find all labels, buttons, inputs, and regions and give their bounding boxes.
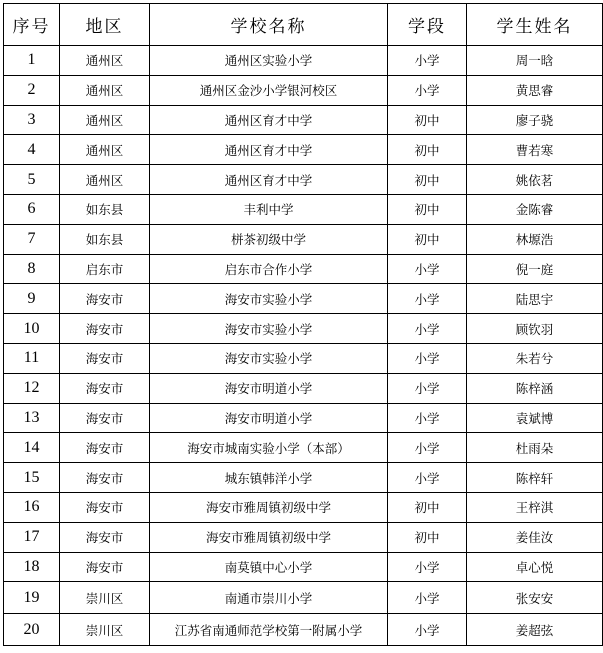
cell-region: 海安市 <box>60 463 150 493</box>
cell-school-name: 通州区育才中学 <box>150 135 388 165</box>
cell-school-stage: 初中 <box>388 105 467 135</box>
cell-student-name: 杜雨朵 <box>467 433 603 463</box>
cell-student-name: 陈梓轩 <box>467 463 603 493</box>
cell-school-stage: 小学 <box>388 614 467 646</box>
table-row <box>4 135 603 165</box>
cell-school-name: 城东镇韩洋小学 <box>150 463 388 493</box>
cell-serial-number: 11 <box>4 343 60 373</box>
cell-student-name: 王梓淇 <box>467 492 603 522</box>
cell-region: 海安市 <box>60 343 150 373</box>
cell-serial-number: 12 <box>4 373 60 403</box>
cell-region: 海安市 <box>60 284 150 314</box>
cell-school-stage: 小学 <box>388 254 467 284</box>
table-row <box>4 614 603 646</box>
cell-student-name: 陈梓涵 <box>467 373 603 403</box>
cell-serial-number: 18 <box>4 552 60 582</box>
cell-region: 崇川区 <box>60 582 150 614</box>
cell-school-stage: 小学 <box>388 343 467 373</box>
cell-school-name: 海安市实验小学 <box>150 314 388 344</box>
cell-school-stage: 小学 <box>388 46 467 76</box>
cell-school-name: 海安市雅周镇初级中学 <box>150 492 388 522</box>
cell-student-name: 张安安 <box>467 582 603 614</box>
cell-school-stage: 初中 <box>388 522 467 552</box>
cell-school-stage: 小学 <box>388 582 467 614</box>
table-row <box>4 75 603 105</box>
table-row <box>4 552 603 582</box>
cell-student-name: 姜超弦 <box>467 614 603 646</box>
table-row <box>4 194 603 224</box>
cell-region: 通州区 <box>60 105 150 135</box>
cell-student-name: 卓心悦 <box>467 552 603 582</box>
cell-serial-number: 15 <box>4 463 60 493</box>
cell-student-name: 姚依茗 <box>467 165 603 195</box>
header-region: 地区 <box>60 4 150 46</box>
table-header-row <box>4 4 603 46</box>
cell-school-stage: 小学 <box>388 373 467 403</box>
cell-serial-number: 5 <box>4 165 60 195</box>
cell-school-stage: 初中 <box>388 224 467 254</box>
cell-serial-number: 17 <box>4 522 60 552</box>
cell-school-name: 南通市崇川小学 <box>150 582 388 614</box>
cell-region: 崇川区 <box>60 614 150 646</box>
cell-region: 通州区 <box>60 46 150 76</box>
cell-school-name: 海安市雅周镇初级中学 <box>150 522 388 552</box>
table-row <box>4 463 603 493</box>
table-row <box>4 46 603 76</box>
cell-school-stage: 小学 <box>388 552 467 582</box>
table-row <box>4 433 603 463</box>
cell-school-name: 南莫镇中心小学 <box>150 552 388 582</box>
cell-serial-number: 19 <box>4 582 60 614</box>
cell-school-stage: 小学 <box>388 284 467 314</box>
cell-student-name: 金陈睿 <box>467 194 603 224</box>
table-row <box>4 284 603 314</box>
table-row <box>4 254 603 284</box>
student-list-table <box>3 3 603 646</box>
cell-student-name: 廖子骁 <box>467 105 603 135</box>
cell-school-stage: 小学 <box>388 75 467 105</box>
cell-student-name: 林塬浩 <box>467 224 603 254</box>
cell-school-name: 江苏省南通师范学校第一附属小学 <box>150 614 388 646</box>
cell-school-name: 海安市实验小学 <box>150 284 388 314</box>
cell-student-name: 倪一庭 <box>467 254 603 284</box>
cell-region: 海安市 <box>60 433 150 463</box>
cell-region: 海安市 <box>60 403 150 433</box>
cell-school-stage: 初中 <box>388 194 467 224</box>
header-school-stage: 学段 <box>388 4 467 46</box>
cell-serial-number: 16 <box>4 492 60 522</box>
cell-school-name: 启东市合作小学 <box>150 254 388 284</box>
cell-region: 海安市 <box>60 552 150 582</box>
cell-student-name: 顾钦羽 <box>467 314 603 344</box>
cell-serial-number: 14 <box>4 433 60 463</box>
cell-region: 海安市 <box>60 522 150 552</box>
cell-school-name: 海安市明道小学 <box>150 373 388 403</box>
table-row <box>4 373 603 403</box>
table-body <box>4 46 603 646</box>
cell-serial-number: 6 <box>4 194 60 224</box>
cell-region: 如东县 <box>60 224 150 254</box>
cell-serial-number: 2 <box>4 75 60 105</box>
cell-region: 通州区 <box>60 135 150 165</box>
cell-serial-number: 7 <box>4 224 60 254</box>
cell-school-name: 海安市实验小学 <box>150 343 388 373</box>
table-row <box>4 224 603 254</box>
cell-school-stage: 初中 <box>388 492 467 522</box>
cell-school-stage: 初中 <box>388 135 467 165</box>
cell-school-stage: 小学 <box>388 403 467 433</box>
cell-region: 海安市 <box>60 314 150 344</box>
cell-region: 通州区 <box>60 75 150 105</box>
cell-student-name: 陆思宇 <box>467 284 603 314</box>
table-row <box>4 165 603 195</box>
cell-region: 启东市 <box>60 254 150 284</box>
cell-school-name: 海安市明道小学 <box>150 403 388 433</box>
cell-serial-number: 8 <box>4 254 60 284</box>
cell-serial-number: 20 <box>4 614 60 646</box>
cell-school-stage: 初中 <box>388 165 467 195</box>
cell-region: 海安市 <box>60 373 150 403</box>
cell-serial-number: 9 <box>4 284 60 314</box>
cell-school-name: 海安市城南实验小学（本部） <box>150 433 388 463</box>
cell-school-stage: 小学 <box>388 314 467 344</box>
cell-serial-number: 13 <box>4 403 60 433</box>
cell-region: 通州区 <box>60 165 150 195</box>
header-student-name: 学生姓名 <box>467 4 603 46</box>
cell-school-stage: 小学 <box>388 433 467 463</box>
table-row <box>4 343 603 373</box>
cell-serial-number: 10 <box>4 314 60 344</box>
cell-region: 海安市 <box>60 492 150 522</box>
cell-student-name: 周一晗 <box>467 46 603 76</box>
table-row <box>4 403 603 433</box>
cell-serial-number: 4 <box>4 135 60 165</box>
cell-student-name: 袁斌博 <box>467 403 603 433</box>
table-row <box>4 582 603 614</box>
cell-school-name: 丰利中学 <box>150 194 388 224</box>
cell-school-name: 通州区育才中学 <box>150 165 388 195</box>
table-row <box>4 492 603 522</box>
cell-serial-number: 1 <box>4 46 60 76</box>
table-row <box>4 522 603 552</box>
header-serial-number: 序号 <box>4 4 60 46</box>
cell-serial-number: 3 <box>4 105 60 135</box>
header-school-name: 学校名称 <box>150 4 388 46</box>
cell-school-name: 通州区育才中学 <box>150 105 388 135</box>
cell-school-stage: 小学 <box>388 463 467 493</box>
table-row <box>4 314 603 344</box>
cell-region: 如东县 <box>60 194 150 224</box>
cell-school-name: 通州区金沙小学银河校区 <box>150 75 388 105</box>
cell-student-name: 黄思睿 <box>467 75 603 105</box>
cell-student-name: 朱若兮 <box>467 343 603 373</box>
cell-school-name: 通州区实验小学 <box>150 46 388 76</box>
table-row <box>4 105 603 135</box>
cell-student-name: 姜佳汝 <box>467 522 603 552</box>
cell-student-name: 曹若寒 <box>467 135 603 165</box>
cell-school-name: 栟茶初级中学 <box>150 224 388 254</box>
